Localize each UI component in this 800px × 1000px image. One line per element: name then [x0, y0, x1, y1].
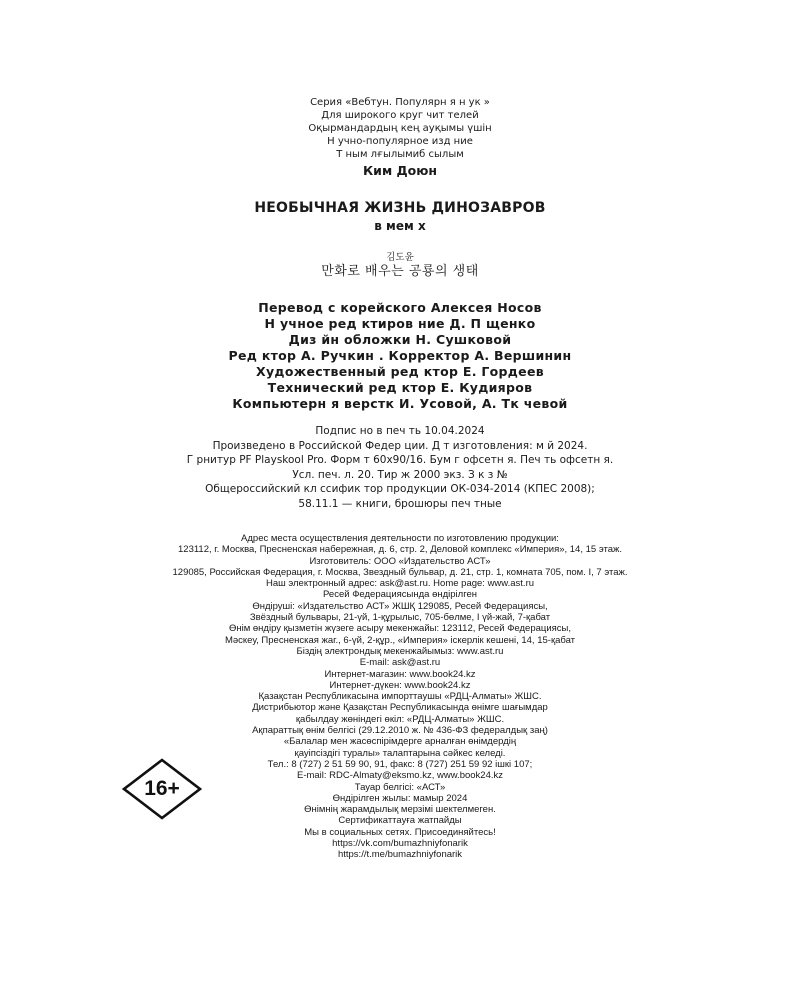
book-title: НЕОБЫЧНАЯ ЖИЗНЬ ДИНОЗАВРОВ — [254, 200, 546, 216]
series-line: Н учно-популярное изд ние — [327, 136, 473, 147]
imprint-line: E-mail: ask@ast.ru — [359, 657, 441, 669]
print-info-line: Усл. печ. л. 20. Тир ж 2000 экз. З к з № — [292, 468, 508, 481]
imprint-line: Өнім өндіру қызметін жүзеге асыру мекенжайы: 123112, Ресей Федерациясы, — [228, 623, 571, 635]
credit-line: Художественный ред ктор Е. Гордеев — [256, 364, 544, 379]
credit-line: Перевод с корейского Алексея Носов — [258, 300, 542, 315]
series-info — [0, 96, 800, 161]
series-line: Серия «Вебтун. Популярн я н ук » — [310, 97, 490, 108]
imprint-line: Изготовитель: ООО «Издательство АСТ» — [309, 555, 491, 567]
imprint-line: Өндіруші: «Издательство АСТ» ЖШҚ 129085, Ресей Федерациясы, — [252, 600, 548, 612]
original-author-korean: 김도윤 — [386, 252, 414, 263]
credit-line: Н учное ред ктиров ние Д. П щенко — [264, 316, 536, 331]
original-title-korean: 만화로 배우는 공룡의 생태 — [321, 264, 479, 279]
imprint-line: Біздің электрондық мекенжайымыз: www.ast.ru — [296, 645, 504, 657]
imprint-line: Ресей Федерациясында өндірілген — [323, 589, 477, 601]
imprint-line: Өндірілген жылы: мамыр 2024 — [332, 792, 468, 804]
credit-line: Технический ред ктор Е. Кудияров — [267, 380, 533, 395]
imprint-line: қауіпсіздігі туралы» талаптарына сәйкес келеді. — [294, 747, 506, 759]
imprint-line: 123112, г. Москва, Пресненская набережная, д. 6, стр. 2, Деловой комплекс «Империя», 14, 15 этаж. — [178, 544, 622, 556]
credit-line: Ред ктор А. Ручкин . Корректор А. Вершинин — [228, 348, 572, 363]
print-info-line: Общероссийский кл ссифик тор продукции ОК-034-2014 (КПЕС 2008); — [205, 483, 595, 496]
imprint-line: Мы в социальных сетях. Присоединяйтесь! — [304, 826, 496, 838]
book-subtitle: в мем х — [374, 219, 426, 233]
series-line: Оқырмандардың кең ауқымы үшін — [308, 123, 492, 134]
imprint-line: https://vk.com/bumazhniyfonarik — [332, 838, 468, 850]
imprint-line: Дистрибьютор және Қазақстан Республикасында өнімге шағымдар — [252, 702, 548, 714]
imprint-line: қабылдау жөніндегі өкіл: «РДЦ-Алматы» ЖШС. — [295, 713, 505, 725]
imprint-line: Ақпараттық өнім белгісі (29.12.2010 ж. № 436-ФЗ федералдық заң) — [252, 725, 548, 737]
imprint — [0, 533, 800, 861]
print-info-line: Подпис но в печ ть 10.04.2024 — [315, 425, 485, 437]
imprint-line: Интернет-дүкен: www.book24.kz — [329, 679, 471, 691]
age-rating-label: 16+ — [144, 777, 180, 800]
print-info-line: Г рнитур PF Playskool Pro. Форм т 60x90/16. Бум г офсетн я. Печ ть офсетн я. — [186, 454, 614, 467]
imprint-line: Өнімнің жарамдылық мерзімі шектелмеген. — [304, 804, 496, 816]
series-line: Для широкого круг чит телей — [321, 110, 479, 121]
imprint-line: https://t.me/bumazhniyfonarik — [337, 849, 463, 861]
imprint-line: Мәскеу, Пресненская жаг., 6-үй, 2-құр., «Империя» іскерлік кешені, 14, 15-қабат — [224, 634, 576, 646]
credits — [0, 300, 800, 412]
credit-line: Компьютерн я верстк И. Усовой, А. Тк чевой — [232, 396, 568, 411]
author-name: Ким Доюн — [362, 163, 438, 178]
imprint-line: Тел.: 8 (727) 2 51 59 90, 91, факс: 8 (727) 251 59 92 ішкі 107; — [267, 758, 533, 770]
imprint-line: Сертификаттауға жатпайды — [338, 815, 462, 827]
imprint-line: Адрес места осуществления деятельности по изготовлению продукции: — [241, 533, 559, 544]
imprint-line: Қазақстан Республикасына импорттаушы «РДЦ-Алматы» ЖШС. — [258, 691, 542, 703]
imprint-line: «Балалар мен жасөспірімдерге арналған өнімдердің — [283, 736, 517, 748]
print-info — [0, 424, 800, 512]
age-rating-badge — [122, 758, 202, 820]
imprint-line: 129085, Российская Федерация, г. Москва, Звездный бульвар, д. 21, стр. 1, комната 705, пом. I, 7 этаж. — [172, 566, 628, 578]
imprint-line: Звёздный бульвары, 21-үй, 1-құрылыс, 705-бөлме, I үй-жай, 7-қабат — [249, 612, 551, 624]
series-line: Т ным лғылымиб сылым — [336, 149, 464, 160]
credit-line: Диз йн обложки Н. Сушковой — [288, 332, 512, 347]
imprint-line: Тауар белгісі: «АСТ» — [354, 781, 446, 793]
print-info-line: Произведено в Российской Федер ции. Д т изготовления: м й 2024. — [212, 439, 588, 452]
imprint-line: Наш электронный адрес: ask@ast.ru. Home page: www.ast.ru — [265, 578, 535, 590]
imprint-line: E-mail: RDC-Almaty@eksmo.kz, www.book24.kz — [296, 770, 504, 782]
imprint-line: Интернет-магазин: www.book24.kz — [324, 668, 476, 680]
print-info-line: 58.11.1 — книги, брошюры печ тные — [298, 497, 502, 510]
